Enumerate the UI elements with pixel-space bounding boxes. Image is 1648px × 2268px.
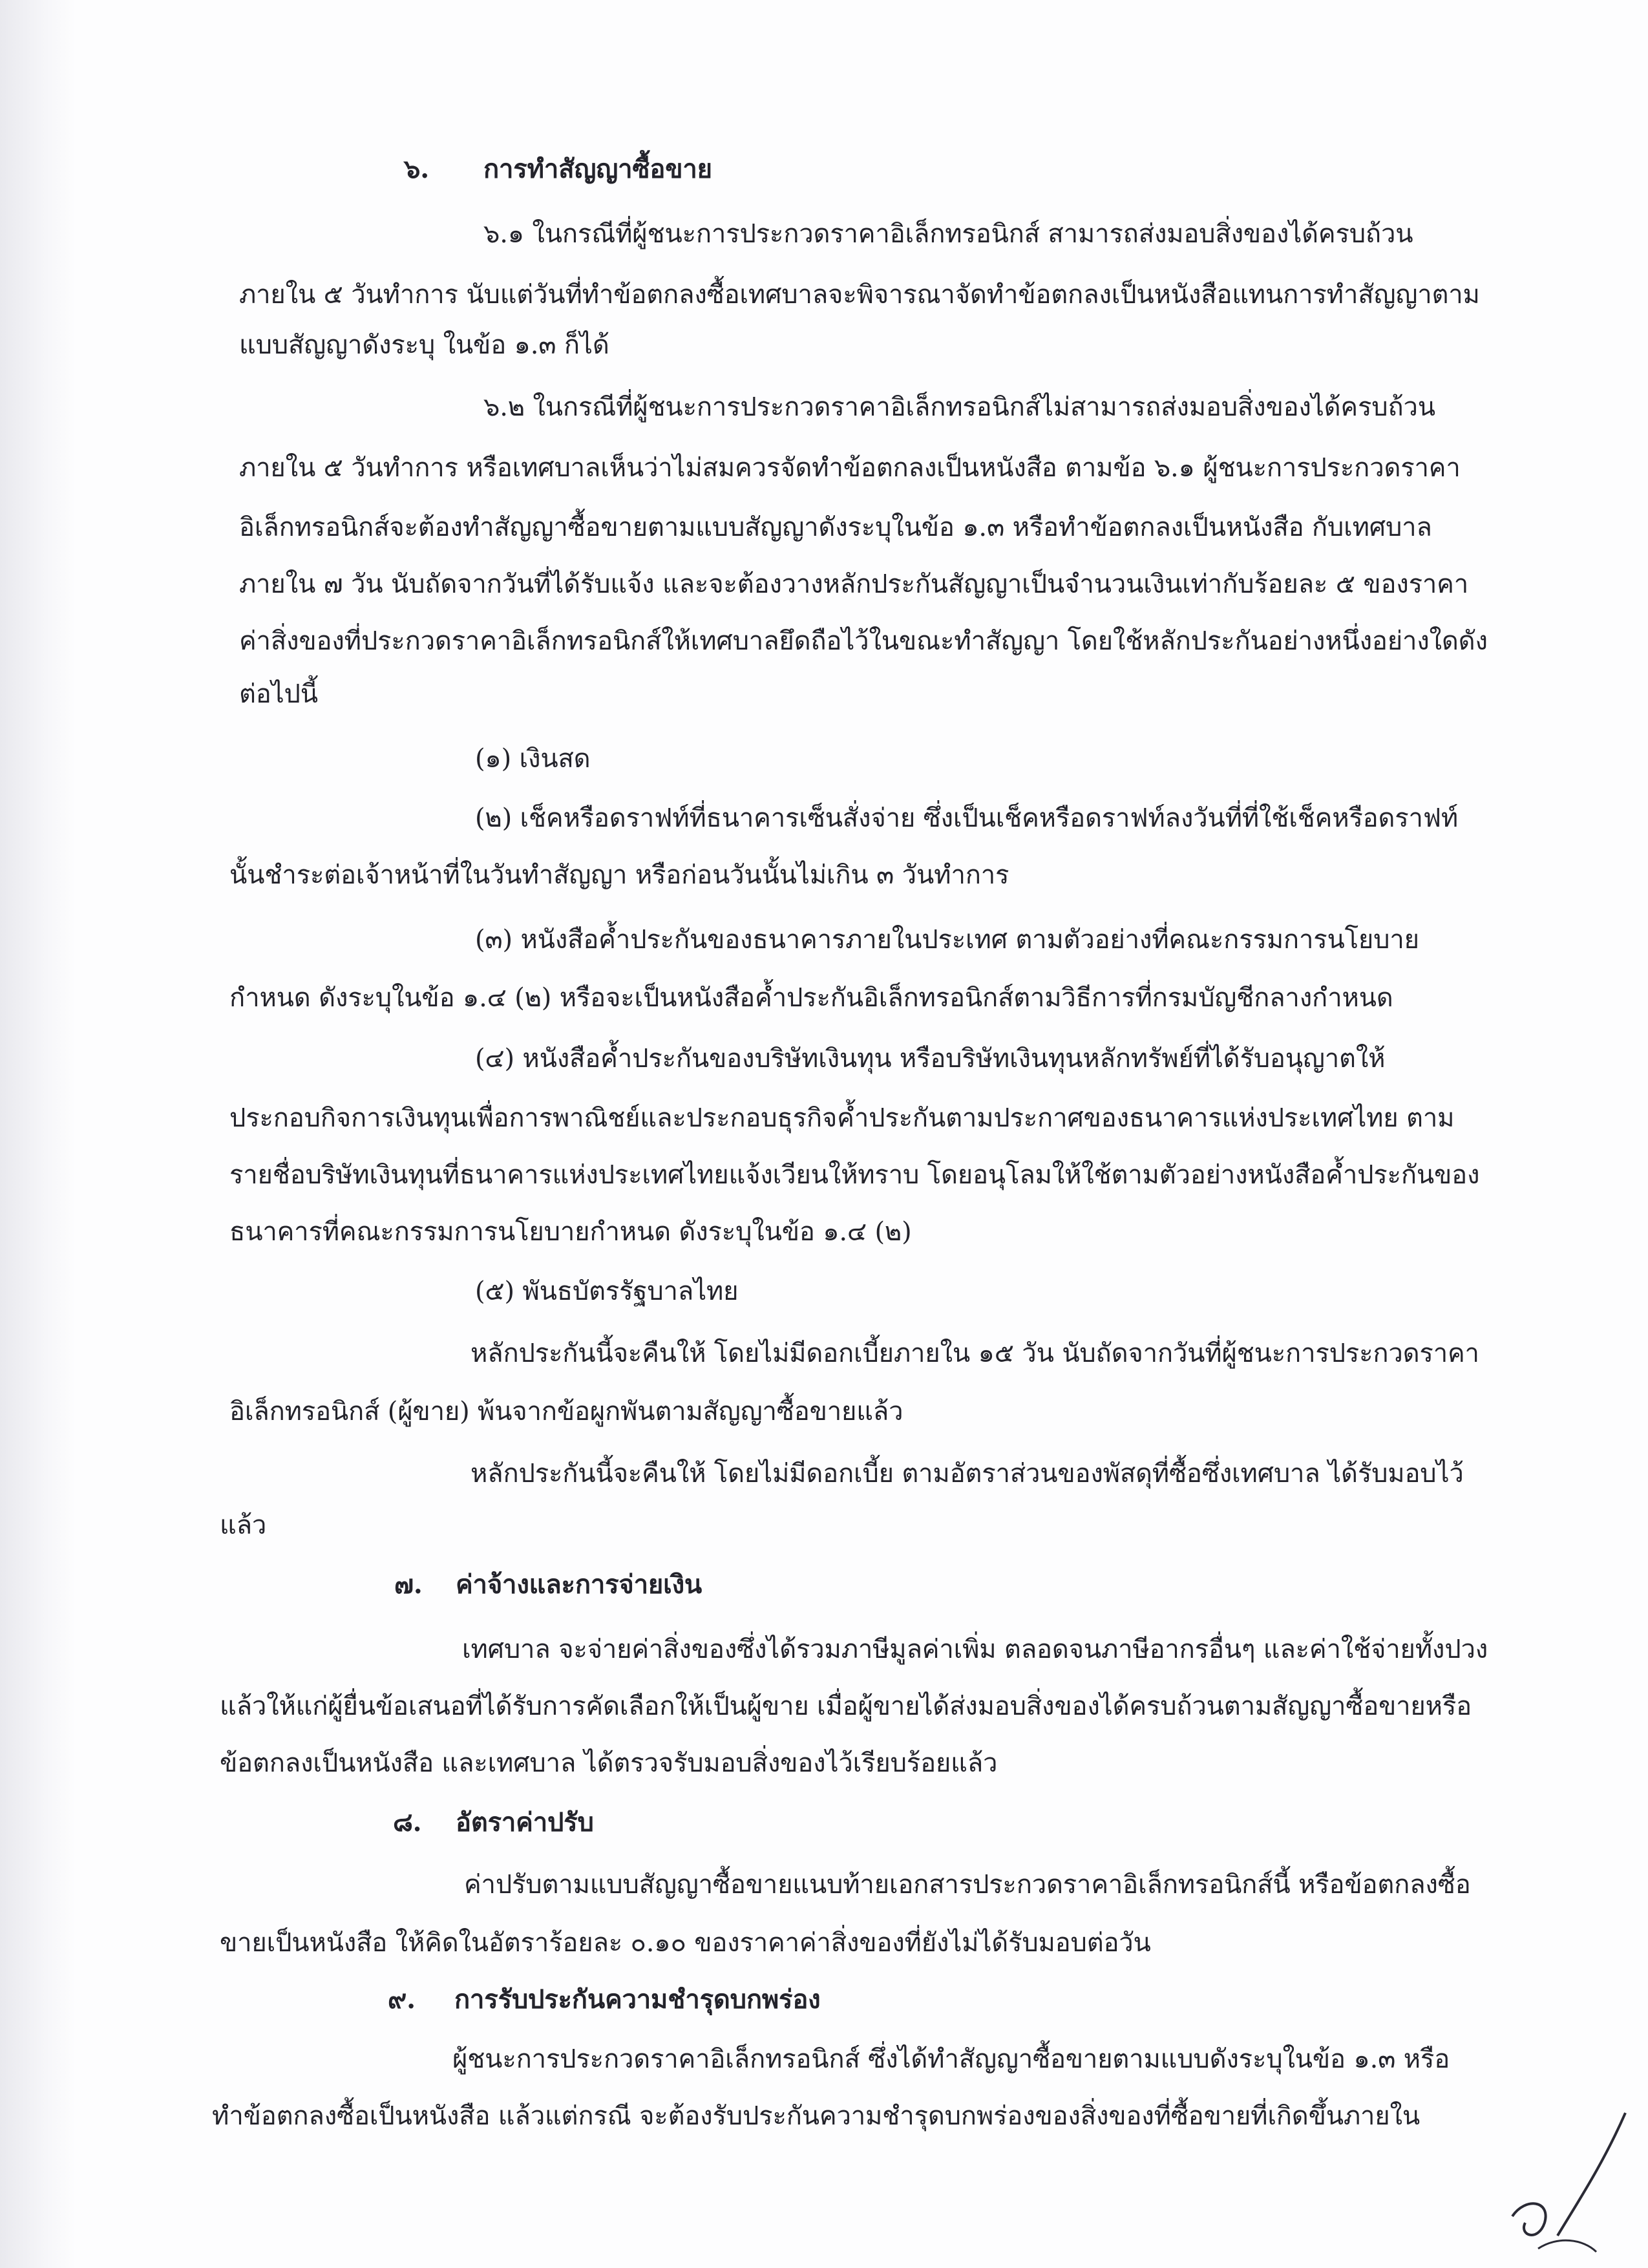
section-7-line-2: แล้วให้แก่ผู้ยื่นข้อเสนอที่ได้รับการคัดเลือกให้เป็นผู้ขาย เมื่อผู้ขายได้ส่งมอบสิ่งของได้ครบถ้วนตามสัญญาซื้อขายหรือ: [220, 1691, 1472, 1721]
section-9-line-1: ผู้ชนะการประกวดราคาอิเล็กทรอนิกส์ ซึ่งได้ทำสัญญาซื้อขายตามแบบดังระบุในข้อ ๑.๓ หรือ: [452, 2044, 1450, 2074]
para-6-1-line-2: ภายใน ๕ วันทำการ นับแต่วันที่ทำข้อตกลงซื้อเทศบาลจะพิจารณาจัดทำข้อตกลงเป็นหนังสือแทนการทำสัญญาตาม: [239, 280, 1480, 310]
section-7-line-1: เทศบาล จะจ่ายค่าสิ่งของซึ่งได้รวมภาษีมูลค่าเพิ่ม ตลอดจนภาษีอากรอื่นๆ และค่าใช้จ่ายทั้งปวง: [462, 1635, 1488, 1664]
section-9-line-2: ทำข้อตกลงซื้อเป็นหนังสือ แล้วแต่กรณี จะต้องรับประกันความชำรุดบกพร่องของสิ่งของที่ซื้อขายที่เกิดขึ้นภายใน: [212, 2101, 1421, 2131]
section-9-title: การรับประกันความชำรุดบกพร่อง: [454, 1984, 821, 2015]
section-8-line-2: ขายเป็นหนังสือ ให้คิดในอัตราร้อยละ ๐.๑๐ ของราคาค่าสิ่งของที่ยังไม่ได้รับมอบต่อวัน: [220, 1928, 1151, 1958]
para-6-2-line-2: ภายใน ๕ วันทำการ หรือเทศบาลเห็นว่าไม่สมควรจัดทำข้อตกลงเป็นหนังสือ ตามข้อ ๖.๑ ผู้ชนะการประกวดราคา: [239, 453, 1461, 483]
section-9-number: ๙.: [388, 1984, 416, 2015]
item-5: (๕) พันธบัตรรัฐบาลไทย: [475, 1277, 739, 1306]
section-7-line-3: ข้อตกลงเป็นหนังสือ และเทศบาล ได้ตรวจรับมอบสิ่งของไว้เรียบร้อยแล้ว: [220, 1748, 998, 1778]
return-1-line-2: อิเล็กทรอนิกส์ (ผู้ขาย) พ้นจากข้อผูกพันตามสัญญาซื้อขายแล้ว: [229, 1397, 903, 1426]
item-4-line-2: ประกอบกิจการเงินทุนเพื่อการพาณิชย์และประกอบธุรกิจค้ำประกันตามประกาศของธนาคารแห่งประเทศไทย ตาม: [229, 1103, 1455, 1133]
item-2-line-2: นั้นชำระต่อเจ้าหน้าที่ในวันทำสัญญา หรือก่อนวันนั้นไม่เกิน ๓ วันทำการ: [229, 860, 1009, 890]
return-1-line-1: หลักประกันนี้จะคืนให้ โดยไม่มีดอกเบี้ยภายใน ๑๕ วัน นับถัดจากวันที่ผู้ชนะการประกวดราคา: [470, 1339, 1479, 1368]
item-1: (๑) เงินสด: [475, 744, 591, 774]
section-6-title: การทำสัญญาซื้อขาย: [483, 154, 712, 184]
section-7-title: ค่าจ้างและการจ่ายเงิน: [456, 1569, 703, 1600]
para-6-2-line-6: ต่อไปนี้: [239, 679, 318, 709]
para-6-1-line-3: แบบสัญญาดังระบุ ในข้อ ๑.๓ ก็ได้: [239, 330, 609, 360]
item-3-line-2: กำหนด ดังระบุในข้อ ๑.๔ (๒) หรือจะเป็นหนังสือค้ำประกันอิเล็กทรอนิกส์ตามวิธีการที่กรมบัญชีกลางกำหนด: [229, 983, 1393, 1013]
item-2-line-1: (๒) เช็คหรือดราฟท์ที่ธนาคารเซ็นสั่งจ่าย ซึ่งเป็นเช็คหรือดราฟท์ลงวันที่ที่ใช้เช็คหรือดราฟท์: [475, 803, 1459, 833]
section-8-number: ๘.: [393, 1807, 422, 1838]
section-7-number: ๗.: [394, 1569, 423, 1600]
return-2-line-2: แล้ว: [220, 1510, 267, 1540]
item-3-line-1: (๓) หนังสือค้ำประกันของธนาคารภายในประเทศ ตามตัวอย่างที่คณะกรรมการนโยบาย: [475, 925, 1419, 955]
section-8-title: อัตราค่าปรับ: [456, 1807, 594, 1838]
para-6-2-line-4: ภายใน ๗ วัน นับถัดจากวันที่ได้รับแจ้ง และจะต้องวางหลักประกันสัญญาเป็นจำนวนเงินเท่ากับร้อยละ ๕ ของราคา: [239, 569, 1468, 599]
para-6-2-line-5: ค่าสิ่งของที่ประกวดราคาอิเล็กทรอนิกส์ให้เทศบาลยึดถือไว้ในขณะทำสัญญา โดยใช้หลักประกันอย่างหนึ่งอย่างใดดัง: [239, 626, 1488, 656]
para-6-2-line-1: ๖.๒ ในกรณีที่ผู้ชนะการประกวดราคาอิเล็กทรอนิกส์ไม่สามารถส่งมอบสิ่งของได้ครบถ้วน: [483, 392, 1435, 422]
para-6-1-line-1: ๖.๑ ในกรณีที่ผู้ชนะการประกวดราคาอิเล็กทรอนิกส์ สามารถส่งมอบสิ่งของได้ครบถ้วน: [483, 219, 1413, 249]
item-4-line-3: รายชื่อบริษัทเงินทุนที่ธนาคารแห่งประเทศไทยแจ้งเวียนให้ทราบ โดยอนุโลมให้ใช้ตามตัวอย่างหนังสือค้ำประกันของ: [229, 1160, 1480, 1190]
initials-drawing: [1499, 2087, 1629, 2255]
item-4-line-1: (๔) หนังสือค้ำประกันของบริษัทเงินทุน หรือบริษัทเงินทุนหลักทรัพย์ที่ได้รับอนุญาตให้: [475, 1044, 1386, 1074]
para-6-2-line-3: อิเล็กทรอนิกส์จะต้องทำสัญญาซื้อขายตามแบบสัญญาดังระบุในข้อ ๑.๓ หรือทำข้อตกลงเป็นหนังสือ กับเทศบาล: [239, 513, 1432, 542]
scan-shadow: [0, 0, 76, 2268]
item-4-line-4: ธนาคารที่คณะกรรมการนโยบายกำหนด ดังระบุในข้อ ๑.๔ (๒): [229, 1217, 912, 1247]
handwritten-initials: [1499, 2087, 1629, 2255]
section-6-number: ๖.: [404, 154, 429, 184]
return-2-line-1: หลักประกันนี้จะคืนให้ โดยไม่มีดอกเบี้ย ตามอัตราส่วนของพัสดุที่ซื้อซึ่งเทศบาล ได้รับมอบไว้: [470, 1459, 1464, 1489]
section-8-line-1: ค่าปรับตามแบบสัญญาซื้อขายแนบท้ายเอกสารประกวดราคาอิเล็กทรอนิกส์นี้ หรือข้อตกลงซื้อ: [464, 1870, 1471, 1900]
